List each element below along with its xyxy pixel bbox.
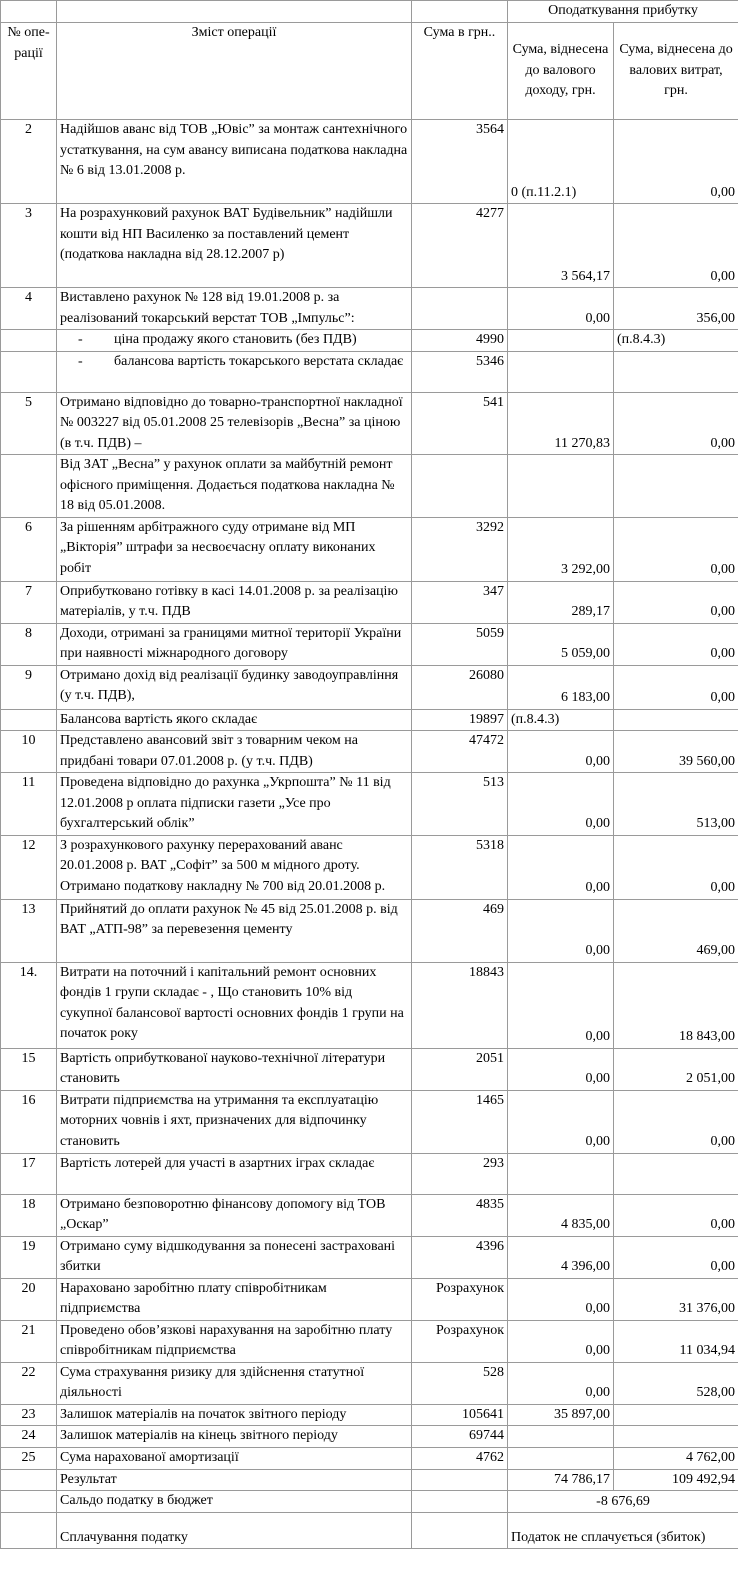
operation-text: Витрати підприємства на утримання та експлуатацію моторних човнів і яхт, призначених для відпочинку становить bbox=[60, 1092, 379, 1149]
gross-income-amount: 0,00 bbox=[508, 773, 614, 836]
operation-text: Прийнятий до оплати рахунок № 45 від 25.01.2008 р. від ВАТ „АТП-98” за перевезення цементу bbox=[60, 901, 398, 937]
gross-expense-amount: 0,00 bbox=[614, 204, 738, 288]
gross-income-amount: (п.8.4.3) bbox=[508, 709, 614, 731]
gross-income-amount: 11 270,83 bbox=[508, 392, 614, 455]
operation-content bbox=[57, 623, 412, 665]
gross-expense-amount: 0,00 bbox=[614, 623, 738, 665]
operation-row bbox=[1, 1320, 738, 1362]
operation-sum: 47472 bbox=[412, 731, 508, 773]
payment-value: Податок не сплачується (збиток) bbox=[508, 1513, 738, 1549]
operation-row bbox=[1, 351, 738, 392]
profit-taxation-header: Оподаткування прибутку bbox=[508, 1, 738, 23]
operation-sum: 4762 bbox=[412, 1447, 508, 1469]
operation-sum: 5318 bbox=[412, 835, 508, 899]
gross-income-amount bbox=[508, 330, 614, 352]
operation-content bbox=[57, 120, 412, 204]
balance-row bbox=[1, 1491, 738, 1513]
operation-row bbox=[1, 1153, 738, 1194]
operation-content bbox=[57, 1447, 412, 1469]
col-gross-expense-header: Сума, віднесена до валових витрат, грн. bbox=[614, 23, 738, 120]
operation-number bbox=[1, 709, 57, 731]
operation-content bbox=[57, 1153, 412, 1194]
list-dash: - bbox=[78, 332, 83, 347]
operation-sum: Розрахунок bbox=[412, 1320, 508, 1362]
gross-income-amount: 4 835,00 bbox=[508, 1194, 614, 1236]
col-gross-income-header: Сума, віднесена до валового доходу, грн. bbox=[508, 23, 614, 120]
result-expense: 109 492,94 bbox=[614, 1469, 738, 1491]
operation-number bbox=[1, 330, 57, 352]
gross-expense-amount: 0,00 bbox=[614, 517, 738, 581]
operation-row bbox=[1, 1236, 738, 1278]
operation-number: 13 bbox=[1, 899, 57, 962]
operation-number: 22 bbox=[1, 1362, 57, 1404]
operation-sum: 513 bbox=[412, 773, 508, 836]
operation-content bbox=[57, 1236, 412, 1278]
operation-number: 23 bbox=[1, 1404, 57, 1426]
operation-number: 20 bbox=[1, 1278, 57, 1320]
operation-number: 21 bbox=[1, 1320, 57, 1362]
operation-content bbox=[57, 962, 412, 1048]
operation-row bbox=[1, 330, 738, 352]
gross-expense-amount: 0,00 bbox=[614, 1194, 738, 1236]
operation-row bbox=[1, 1447, 738, 1469]
operation-text: Сума страхування ризику для здійснення статутної діяльності bbox=[60, 1364, 365, 1400]
operation-sum: 4396 bbox=[412, 1236, 508, 1278]
operation-text: Проведена відповідно до рахунка „Укрпошта” № 11 від 12.01.2008 р оплата підписки газети „Усе про бухгалтерський облік” bbox=[60, 775, 391, 831]
gross-expense-amount: 0,00 bbox=[614, 392, 738, 455]
operation-sum: 3564 bbox=[412, 120, 508, 204]
gross-income-amount: 0,00 bbox=[508, 1090, 614, 1153]
operation-content bbox=[57, 330, 412, 352]
gross-income-amount bbox=[508, 1447, 614, 1469]
gross-expense-amount: 0,00 bbox=[614, 120, 738, 204]
operation-text: Отримано безповоротню фінансову допомогу від ТОВ „Оскар” bbox=[60, 1196, 386, 1232]
result-label: Результат bbox=[57, 1469, 412, 1491]
operation-text: Проведено обов’язкові нарахування на заробітню плату співробітникам підприємства bbox=[60, 1322, 393, 1358]
gross-expense-amount bbox=[614, 1153, 738, 1194]
operation-text: ціна продажу якого становить (без ПДВ) bbox=[114, 332, 357, 347]
operation-text: Доходи, отримані за границями митної території України при наявності міжнародного договору bbox=[60, 625, 402, 661]
operation-row bbox=[1, 1278, 738, 1320]
gross-expense-amount: 0,00 bbox=[614, 581, 738, 623]
operation-text: Вартість лотерей для участі в азартних іграх складає bbox=[60, 1155, 375, 1171]
operation-number: 12 bbox=[1, 835, 57, 899]
gross-expense-amount: 513,00 bbox=[614, 773, 738, 836]
operation-text: Надійшов аванс від ТОВ „Ювіс” за монтаж сантехнічного устаткування, на сум авансу виписана податкова накладна № 6 від 13.01.2008 р. bbox=[60, 122, 408, 178]
operation-number: 14. bbox=[1, 962, 57, 1048]
operation-sum: 541 bbox=[412, 392, 508, 455]
operation-number: 18 bbox=[1, 1194, 57, 1236]
col-operation-number-header: № опе-рації bbox=[1, 23, 57, 120]
operation-text: Отримано відповідно до товарно-транспортної накладної № 003227 від 05.01.2008 25 телевізорів „Весна” за ціною (в т.ч. ПДВ) – bbox=[60, 394, 403, 451]
gross-income-amount: 0,00 bbox=[508, 1320, 614, 1362]
operation-number: 3 bbox=[1, 204, 57, 288]
operation-row bbox=[1, 581, 738, 623]
gross-expense-amount: 39 560,00 bbox=[614, 731, 738, 773]
operation-number: 16 bbox=[1, 1090, 57, 1153]
operation-number: 11 bbox=[1, 773, 57, 836]
operation-text: Представлено авансовий звіт з товарним чеком на придбані товари 07.01.2008 р. (у т.ч. ПДВ) bbox=[60, 733, 358, 769]
gross-expense-amount bbox=[614, 1404, 738, 1426]
operation-content bbox=[57, 351, 412, 392]
operation-row bbox=[1, 204, 738, 288]
header-row bbox=[1, 23, 738, 120]
gross-income-amount: 35 897,00 bbox=[508, 1404, 614, 1426]
gross-income-amount: 0,00 bbox=[508, 731, 614, 773]
gross-income-amount: 6 183,00 bbox=[508, 665, 614, 709]
operation-content bbox=[57, 517, 412, 581]
gross-expense-amount bbox=[614, 455, 738, 518]
operation-row bbox=[1, 731, 738, 773]
operation-number: 7 bbox=[1, 581, 57, 623]
balance-value: -8 676,69 bbox=[508, 1491, 738, 1513]
payment-label: Сплачування податку bbox=[57, 1513, 412, 1549]
result-row bbox=[1, 1469, 738, 1491]
operation-row bbox=[1, 1362, 738, 1404]
operation-text: Балансова вартість якого складає bbox=[60, 711, 258, 727]
operation-number: 25 bbox=[1, 1447, 57, 1469]
operation-sum: 105641 bbox=[412, 1404, 508, 1426]
gross-expense-amount: 2 051,00 bbox=[614, 1048, 738, 1090]
operation-row bbox=[1, 120, 738, 204]
operation-row bbox=[1, 709, 738, 731]
operation-content bbox=[57, 1278, 412, 1320]
operation-content bbox=[57, 709, 412, 731]
operation-sum bbox=[412, 288, 508, 330]
operation-sum: 293 bbox=[412, 1153, 508, 1194]
operation-sum: 4835 bbox=[412, 1194, 508, 1236]
gross-income-amount: 0 (п.11.2.1) bbox=[508, 120, 614, 204]
gross-expense-amount: 11 034,94 bbox=[614, 1320, 738, 1362]
operation-number: 2 bbox=[1, 120, 57, 204]
operation-content bbox=[57, 1362, 412, 1404]
gross-expense-amount bbox=[614, 1426, 738, 1448]
gross-income-amount: 0,00 bbox=[508, 1362, 614, 1404]
gross-expense-amount: 0,00 bbox=[614, 835, 738, 899]
gross-expense-amount: 0,00 bbox=[614, 1090, 738, 1153]
operation-content bbox=[57, 1320, 412, 1362]
operation-content bbox=[57, 835, 412, 899]
operation-text: Сума нарахованої амортизації bbox=[60, 1449, 239, 1465]
operation-content bbox=[57, 392, 412, 455]
operation-text: З розрахункового рахунку перерахований аванс 20.01.2008 р. ВАТ „Софіт” за 500 м мідного дроту. Отримано податкову накладну № 700 від 20.01.2008 р. bbox=[60, 837, 386, 894]
gross-income-amount: 0,00 bbox=[508, 288, 614, 330]
operation-content bbox=[57, 455, 412, 518]
gross-expense-amount: 4 762,00 bbox=[614, 1447, 738, 1469]
header-group-row bbox=[1, 1, 738, 23]
operation-number: 10 bbox=[1, 731, 57, 773]
result-income: 74 786,17 bbox=[508, 1469, 614, 1491]
operation-row bbox=[1, 665, 738, 709]
gross-expense-amount: 528,00 bbox=[614, 1362, 738, 1404]
list-dash: - bbox=[78, 353, 83, 369]
gross-income-amount bbox=[508, 351, 614, 392]
operation-sum: 1465 bbox=[412, 1090, 508, 1153]
operation-sum: 19897 bbox=[412, 709, 508, 731]
operation-number: 15 bbox=[1, 1048, 57, 1090]
operation-sum: Розрахунок bbox=[412, 1278, 508, 1320]
operation-sum: 69744 bbox=[412, 1426, 508, 1448]
operation-text: Нараховано заробітню плату співробітникам підприємства bbox=[60, 1280, 327, 1316]
operation-text: Залишок матеріалів на початок звітного періоду bbox=[60, 1406, 347, 1422]
operation-row bbox=[1, 392, 738, 455]
operation-sum: 18843 bbox=[412, 962, 508, 1048]
operation-content bbox=[57, 1194, 412, 1236]
operation-row bbox=[1, 623, 738, 665]
operation-row bbox=[1, 962, 738, 1048]
gross-income-amount: 0,00 bbox=[508, 962, 614, 1048]
operation-content bbox=[57, 773, 412, 836]
gross-income-amount: 0,00 bbox=[508, 1278, 614, 1320]
gross-income-amount: 5 059,00 bbox=[508, 623, 614, 665]
operation-content bbox=[57, 288, 412, 330]
payment-row bbox=[1, 1513, 738, 1549]
operation-text: Вартість оприбуткованої науково-технічної літератури становить bbox=[60, 1050, 386, 1086]
operation-row bbox=[1, 288, 738, 330]
gross-income-amount: 3 292,00 bbox=[508, 517, 614, 581]
operation-number: 24 bbox=[1, 1426, 57, 1448]
operation-text: За рішенням арбітражного суду отримане від МП „Вікторія” штрафи за несвоєчасну оплату виконаних робіт bbox=[60, 519, 376, 576]
operation-text: Витрати на поточний і капітальний ремонт основних фондів 1 групи складає - , Що становить 10% від сукупної балансової вартості основних фондів 1 групи на початок року bbox=[60, 964, 404, 1041]
operation-text: Залишок матеріалів на кінець звітного періоду bbox=[60, 1428, 338, 1443]
operation-sum: 347 bbox=[412, 581, 508, 623]
gross-income-amount: 0,00 bbox=[508, 899, 614, 962]
operation-number: 4 bbox=[1, 288, 57, 330]
operation-content bbox=[57, 731, 412, 773]
operation-content bbox=[57, 204, 412, 288]
operation-row bbox=[1, 835, 738, 899]
operation-sum: 5346 bbox=[412, 351, 508, 392]
operation-number: 19 bbox=[1, 1236, 57, 1278]
col-content-header: Зміст операції bbox=[57, 23, 412, 120]
gross-income-amount bbox=[508, 1153, 614, 1194]
operation-row bbox=[1, 1426, 738, 1448]
operation-sum bbox=[412, 455, 508, 518]
operation-number bbox=[1, 351, 57, 392]
operation-row bbox=[1, 1404, 738, 1426]
operation-sum: 4277 bbox=[412, 204, 508, 288]
operation-number: 6 bbox=[1, 517, 57, 581]
operation-text: Отримано суму відшкодування за понесені застраховані збитки bbox=[60, 1238, 396, 1274]
gross-expense-amount: 0,00 bbox=[614, 1236, 738, 1278]
operation-row bbox=[1, 1194, 738, 1236]
operation-row bbox=[1, 1048, 738, 1090]
operation-text: Виставлено рахунок № 128 від 19.01.2008 р. за реалізований токарський верстат ТОВ „Імпульс”: bbox=[60, 290, 355, 326]
operation-number: 9 bbox=[1, 665, 57, 709]
operation-number: 8 bbox=[1, 623, 57, 665]
gross-expense-amount bbox=[614, 351, 738, 392]
operation-text: Отримано дохід від реалізації будинку заводоуправління (у т.ч. ПДВ), bbox=[60, 667, 399, 703]
operation-sum: 469 bbox=[412, 899, 508, 962]
gross-expense-amount: 18 843,00 bbox=[614, 962, 738, 1048]
gross-income-amount: 3 564,17 bbox=[508, 204, 614, 288]
operation-sum: 4990 bbox=[412, 330, 508, 352]
operation-sum: 3292 bbox=[412, 517, 508, 581]
operation-number: 17 bbox=[1, 1153, 57, 1194]
operation-content bbox=[57, 1404, 412, 1426]
gross-income-amount bbox=[508, 455, 614, 518]
operation-text: Від ЗАТ „Весна” у рахунок оплати за майбутній ремонт офісного приміщення. Додається податкова накладна № 18 від 05.01.2008. bbox=[60, 457, 395, 513]
col-sum-header: Сума в грн.. bbox=[412, 23, 508, 120]
gross-income-amount: 289,17 bbox=[508, 581, 614, 623]
operation-text: Оприбутковано готівку в касі 14.01.2008 р. за реалізацію матеріалів, у т.ч. ПДВ bbox=[60, 583, 398, 619]
gross-expense-amount: 0,00 bbox=[614, 665, 738, 709]
operation-content bbox=[57, 665, 412, 709]
operation-sum: 26080 bbox=[412, 665, 508, 709]
gross-expense-amount: 31 376,00 bbox=[614, 1278, 738, 1320]
gross-expense-amount: 356,00 bbox=[614, 288, 738, 330]
operation-number bbox=[1, 455, 57, 518]
gross-expense-amount: 469,00 bbox=[614, 899, 738, 962]
operation-text: На розрахунковий рахунок ВАТ Будівельник” надійшли кошти від НП Василенко за поставлений цемент (податкова накладна від 28.12.2007 р) bbox=[60, 206, 393, 262]
operation-content bbox=[57, 899, 412, 962]
operation-row bbox=[1, 455, 738, 518]
operation-row bbox=[1, 1090, 738, 1153]
gross-income-amount: 4 396,00 bbox=[508, 1236, 614, 1278]
operation-row bbox=[1, 517, 738, 581]
operation-number: 5 bbox=[1, 392, 57, 455]
operation-row bbox=[1, 773, 738, 836]
balance-label: Сальдо податку в бюджет bbox=[57, 1491, 412, 1513]
operation-sum: 2051 bbox=[412, 1048, 508, 1090]
operation-content bbox=[57, 1090, 412, 1153]
gross-income-amount: 0,00 bbox=[508, 835, 614, 899]
gross-expense-amount bbox=[614, 709, 738, 731]
operation-content bbox=[57, 581, 412, 623]
gross-expense-amount: (п.8.4.3) bbox=[614, 330, 738, 352]
gross-income-amount: 0,00 bbox=[508, 1048, 614, 1090]
operation-sum: 5059 bbox=[412, 623, 508, 665]
operation-sum: 528 bbox=[412, 1362, 508, 1404]
operation-row bbox=[1, 899, 738, 962]
operation-content bbox=[57, 1048, 412, 1090]
gross-income-amount bbox=[508, 1426, 614, 1448]
operation-text: балансова вартість токарського верстата складає bbox=[114, 353, 404, 369]
operation-content bbox=[57, 1426, 412, 1448]
